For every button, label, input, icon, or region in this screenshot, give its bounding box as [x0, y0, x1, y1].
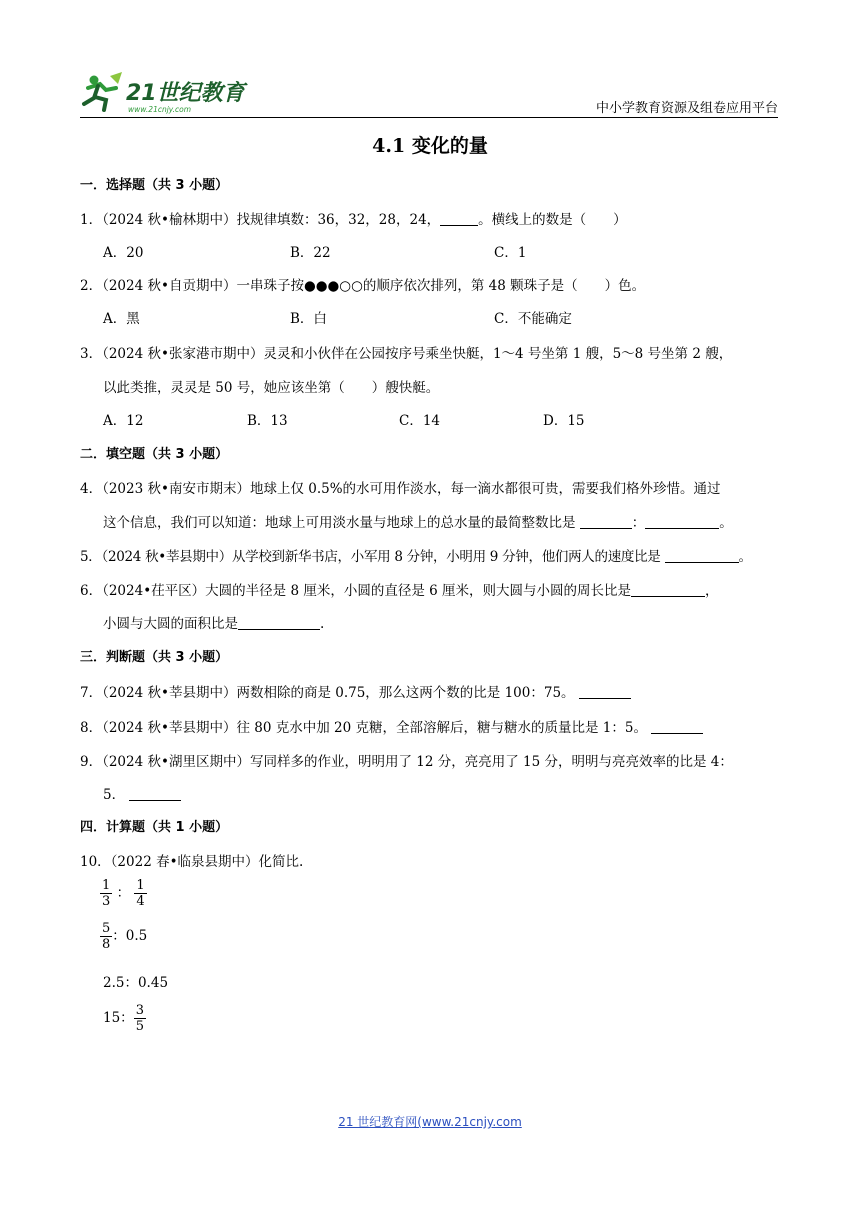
question-9-line-2 — [103, 783, 181, 803]
q10-expr-1 — [100, 878, 147, 909]
question-4-line-2 — [103, 511, 733, 531]
q10-e1-frac-1: $\frac{1}{3}$ — [102, 878, 111, 909]
q10-e1-sep: ： — [116, 885, 131, 901]
section-heading-choice: 一．选择题（共 3 小题） — [80, 178, 229, 193]
q10-e4-lead: 15： — [103, 1010, 134, 1026]
logo-url: www.21cnjy.com — [128, 105, 192, 114]
footer — [0, 1113, 860, 1130]
runner-logo-icon — [80, 70, 250, 118]
platform-name: 中小学教育资源及组卷应用平台 — [595, 101, 778, 116]
q1-option-b[interactable]: B．22 — [290, 245, 331, 261]
q2-option-a[interactable]: A．黑 — [103, 311, 140, 327]
page-title: 4.1 变化的量 — [372, 135, 488, 157]
q1-blank[interactable] — [440, 211, 478, 226]
q6-stem: 6．（2024•茌平区）大圆的半径是 8 厘米，小圆的直径是 6 厘米，则大圆与小圆的周长比是 — [80, 583, 632, 599]
q1-stem-a: 1．（2024 秋•榆林期中）找规律填数：36，32，28，24， — [80, 212, 441, 228]
q9-blank[interactable] — [129, 786, 181, 801]
section-heading-calc: 四．计算题（共 1 小题） — [80, 820, 229, 835]
question-3-line-2: 以此类推，灵灵是 50 号，她应该坐第（ ）艘快艇。 — [103, 380, 440, 396]
question-9-line-1: 9．（2024 秋•湖里区期中）写同样多的作业，明明用了 12 分，亮亮用了 15 分，明明与亮亮效率的比是 4： — [80, 754, 733, 770]
q9-stem-2: 5． — [103, 787, 126, 803]
q3-option-a[interactable]: A．12 — [103, 413, 144, 429]
q10-e2-frac: $\frac{5}{8}$ — [102, 921, 111, 952]
q7-blank[interactable] — [579, 684, 631, 699]
q5-stem: 5．（2024 秋•莘县期中）从学校到新华书店，小军用 8 分钟，小明用 9 分钟，他们两人的速度比是 — [80, 549, 661, 565]
q6-comma: ， — [705, 583, 719, 599]
question-10: 10．（2022 春•临泉县期中）化简比. — [80, 854, 304, 870]
q6-blank-1[interactable] — [631, 582, 705, 597]
q6-end: . — [320, 616, 325, 632]
site-logo[interactable] — [80, 70, 250, 118]
question-5 — [80, 545, 752, 565]
section-heading-judge: 三．判断题（共 3 小题） — [80, 650, 229, 665]
question-6-line-1 — [80, 579, 719, 599]
q2-option-c[interactable]: C．不能确定 — [494, 311, 572, 327]
logo-wordmark: 21世纪教育 — [126, 81, 245, 106]
q10-e4-frac: $\frac{3}{5}$ — [135, 1003, 144, 1034]
q10-e2-rest: ：0.5 — [112, 928, 148, 944]
q4-colon: ： — [631, 515, 646, 531]
q3-option-d[interactable]: D．15 — [543, 413, 585, 429]
question-4-line-1: 4．（2023 秋•南安市期末）地球上仅 0.5%的水可用作淡水，每一滴水都很可贵，需要我们格外珍惜。通过 — [80, 481, 721, 497]
q2-option-b[interactable]: B．白 — [290, 311, 327, 327]
q4-blank-2[interactable] — [645, 514, 719, 529]
q1-option-c[interactable]: C．1 — [494, 245, 527, 261]
question-3-line-1: 3．（2024 秋•张家港市期中）灵灵和小伙伴在公园按序号乘坐快艇，1～4 号坐第 1 艘，5～8 号坐第 2 艘， — [80, 346, 733, 362]
q6-stem-2: 小圆与大圆的面积比是 — [103, 616, 238, 632]
q4-blank-1[interactable] — [580, 514, 632, 529]
q3-option-b[interactable]: B．13 — [247, 413, 288, 429]
q10-expr-2 — [100, 921, 147, 952]
q10-expr-4 — [103, 1003, 146, 1034]
q3-option-c[interactable]: C．14 — [399, 413, 441, 429]
section-heading-fill: 二．填空题（共 3 小题） — [80, 447, 229, 462]
header-divider — [80, 117, 778, 118]
q8-blank[interactable] — [651, 719, 703, 734]
q7-stem: 7．（2024 秋•莘县期中）两数相除的商是 0.75，那么这两个数的比是 100：75。 — [80, 685, 575, 701]
q6-blank-2[interactable] — [238, 615, 320, 630]
question-1 — [80, 208, 627, 228]
q5-blank[interactable] — [665, 548, 739, 563]
question-2: 2．（2024 秋•自贡期中）一串珠子按●●●○○的顺序依次排列，第 48 颗珠子是（ ）色。 — [80, 278, 646, 294]
question-8 — [80, 716, 703, 736]
q8-stem: 8．（2024 秋•莘县期中）往 80 克水中加 20 克糖，全部溶解后，糖与糖水的质量比是 1：5。 — [80, 720, 647, 736]
q4-end: 。 — [719, 515, 733, 531]
q5-end: 。 — [738, 549, 752, 565]
q1-option-a[interactable]: A．20 — [103, 245, 144, 261]
footer-link[interactable]: 21 世纪教育网(www.21cnjy.com — [338, 1115, 522, 1129]
q4-stem: 这个信息，我们可以知道：地球上可用淡水量与地球上的总水量的最简整数比是 — [103, 515, 576, 531]
q1-stem-b: 。横线上的数是（ ） — [478, 212, 627, 228]
q10-expr-3: 2.5：0.45 — [103, 975, 169, 991]
q10-e1-frac-2: $\frac{1}{4}$ — [136, 878, 145, 909]
question-6-line-2 — [103, 612, 324, 632]
question-7 — [80, 681, 631, 701]
